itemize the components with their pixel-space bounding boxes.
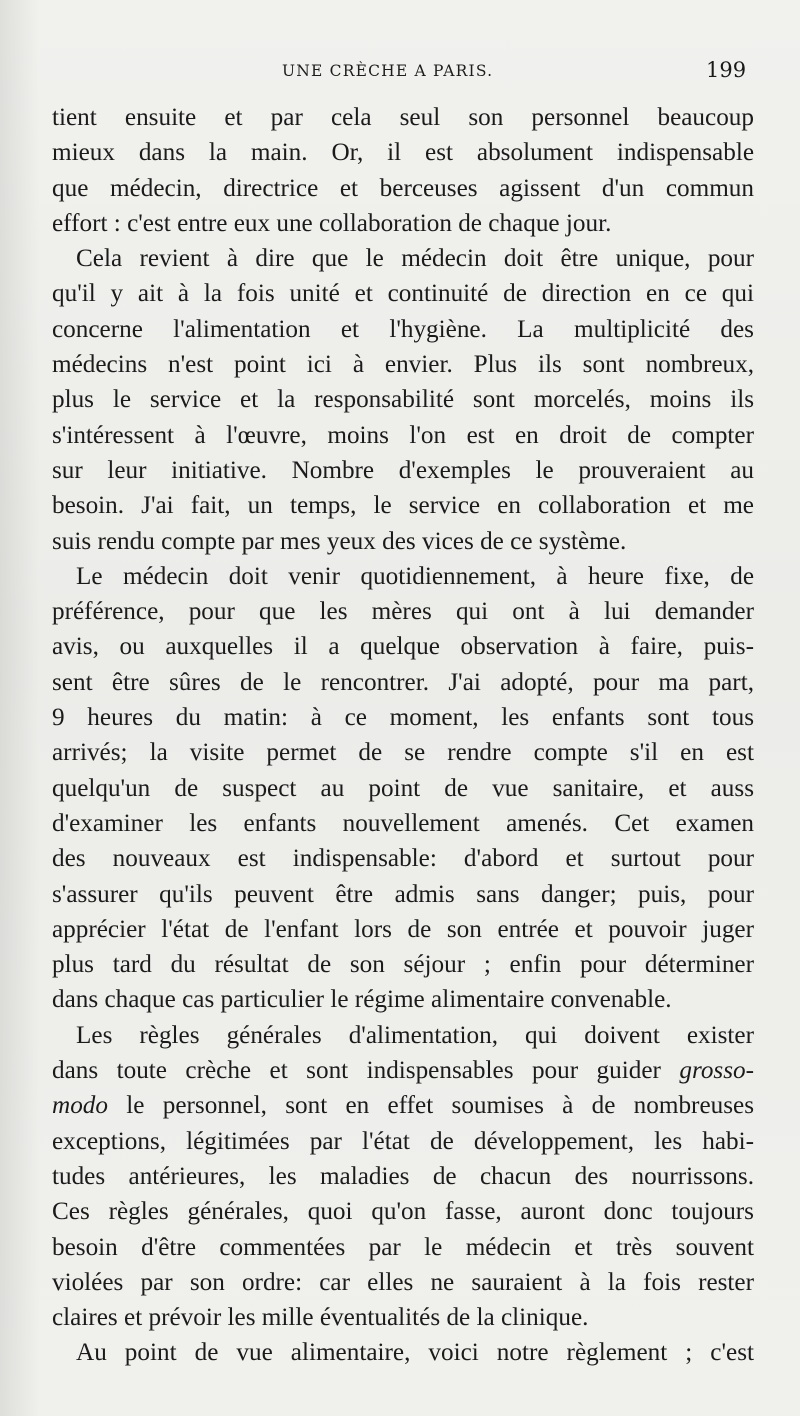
text-segment: dans toute crèche et sont indispensables pour guider <box>52 1057 661 1085</box>
text-line: violées par son ordre: car elles ne sauraient à la fois rester <box>52 1268 754 1296</box>
text-line: préférence, pour que les mères qui ont à lui demander <box>52 598 754 626</box>
text-line: médecins n'est point ici à envier. Plus ils sont nombreux, <box>52 351 754 379</box>
text-line: sur leur initiative. Nombre d'exemples le prouveraient au <box>52 456 754 484</box>
page-number: 199 <box>706 58 747 82</box>
text-line: besoin d'être commentées par le médecin et très souvent <box>52 1233 754 1261</box>
paragraph-start-line: Les règles générales d'alimentation, qui doivent exister <box>76 1021 754 1049</box>
text-line: concerne l'alimentation et l'hygiène. La multiplicité des <box>52 315 754 343</box>
text-line: quelqu'un de suspect au point de vue sanitaire, et auss <box>52 774 754 802</box>
italic-phrase: modo <box>52 1092 108 1120</box>
text-line: mieux dans la main. Or, il est absolument indispensable <box>52 139 754 167</box>
paragraph-start-line: Le médecin doit venir quotidiennement, à heure fixe, de <box>76 562 754 590</box>
text-line: effort : c'est entre eux une collaboration de chaque jour. <box>52 209 612 237</box>
text-line <box>52 1053 754 1088</box>
italic-phrase: grosso- <box>679 1057 755 1085</box>
text-line: claires et prévoir les mille éventualités de la clinique. <box>52 1304 589 1332</box>
text-line <box>52 1088 754 1123</box>
text-line: qu'il y ait à la fois unité et continuité de direction en ce qui <box>52 280 754 308</box>
text-line: s'assurer qu'ils peuvent être admis sans danger; puis, pour <box>52 880 754 908</box>
text-line: 9 heures du matin: à ce moment, les enfants sont tous <box>52 704 754 732</box>
text-segment: le personnel, sont en effet soumises à de nombreuses <box>107 1092 754 1120</box>
text-line: exceptions, légitimées par l'état de développement, les habi- <box>52 1127 754 1155</box>
body-text <box>52 100 754 1371</box>
text-line: plus tard du résultat de son séjour ; enfin pour déterminer <box>52 951 754 979</box>
paragraph-start-line: Cela revient à dire que le médecin doit être unique, pour <box>76 245 754 273</box>
text-line: arrivés; la visite permet de se rendre compte s'il en est <box>52 739 754 767</box>
text-line: apprécier l'état de l'enfant lors de son entrée et pouvoir juger <box>52 915 754 943</box>
text-line: tudes antérieures, les maladies de chacun des nourrissons. <box>52 1162 754 1190</box>
text-line: avis, ou auxquelles il a quelque observation à faire, puis- <box>52 633 754 661</box>
text-line: d'examiner les enfants nouvellement amenés. Cet examen <box>52 809 754 837</box>
text-line: plus le service et la responsabilité sont morcelés, moins ils <box>52 386 754 414</box>
running-title: UNE CRÈCHE A PARIS. <box>282 62 494 80</box>
text-line: sent être sûres de le rencontrer. J'ai adopté, pour ma part, <box>52 668 754 696</box>
text-line: tient ensuite et par cela seul son personnel beaucoup <box>52 104 754 131</box>
text-line: des nouveaux est indispensable: d'abord et surtout pour <box>52 845 754 873</box>
paragraph-start-line: Au point de vue alimentaire, voici notre règlement ; c'est <box>76 1339 754 1367</box>
text-line: Ces règles générales, quoi qu'on fasse, auront donc toujours <box>52 1198 754 1226</box>
text-line: suis rendu compte par mes yeux des vices de ce système. <box>52 527 627 555</box>
text-line: que médecin, directrice et berceuses agissent d'un commun <box>52 174 754 202</box>
text-line: dans chaque cas particulier le régime alimentaire convenable. <box>52 986 672 1014</box>
text-line: besoin. J'ai fait, un temps, le service en collaboration et me <box>52 492 754 520</box>
text-line: s'intéressent à l'œuvre, moins l'on est en droit de compter <box>52 421 754 449</box>
